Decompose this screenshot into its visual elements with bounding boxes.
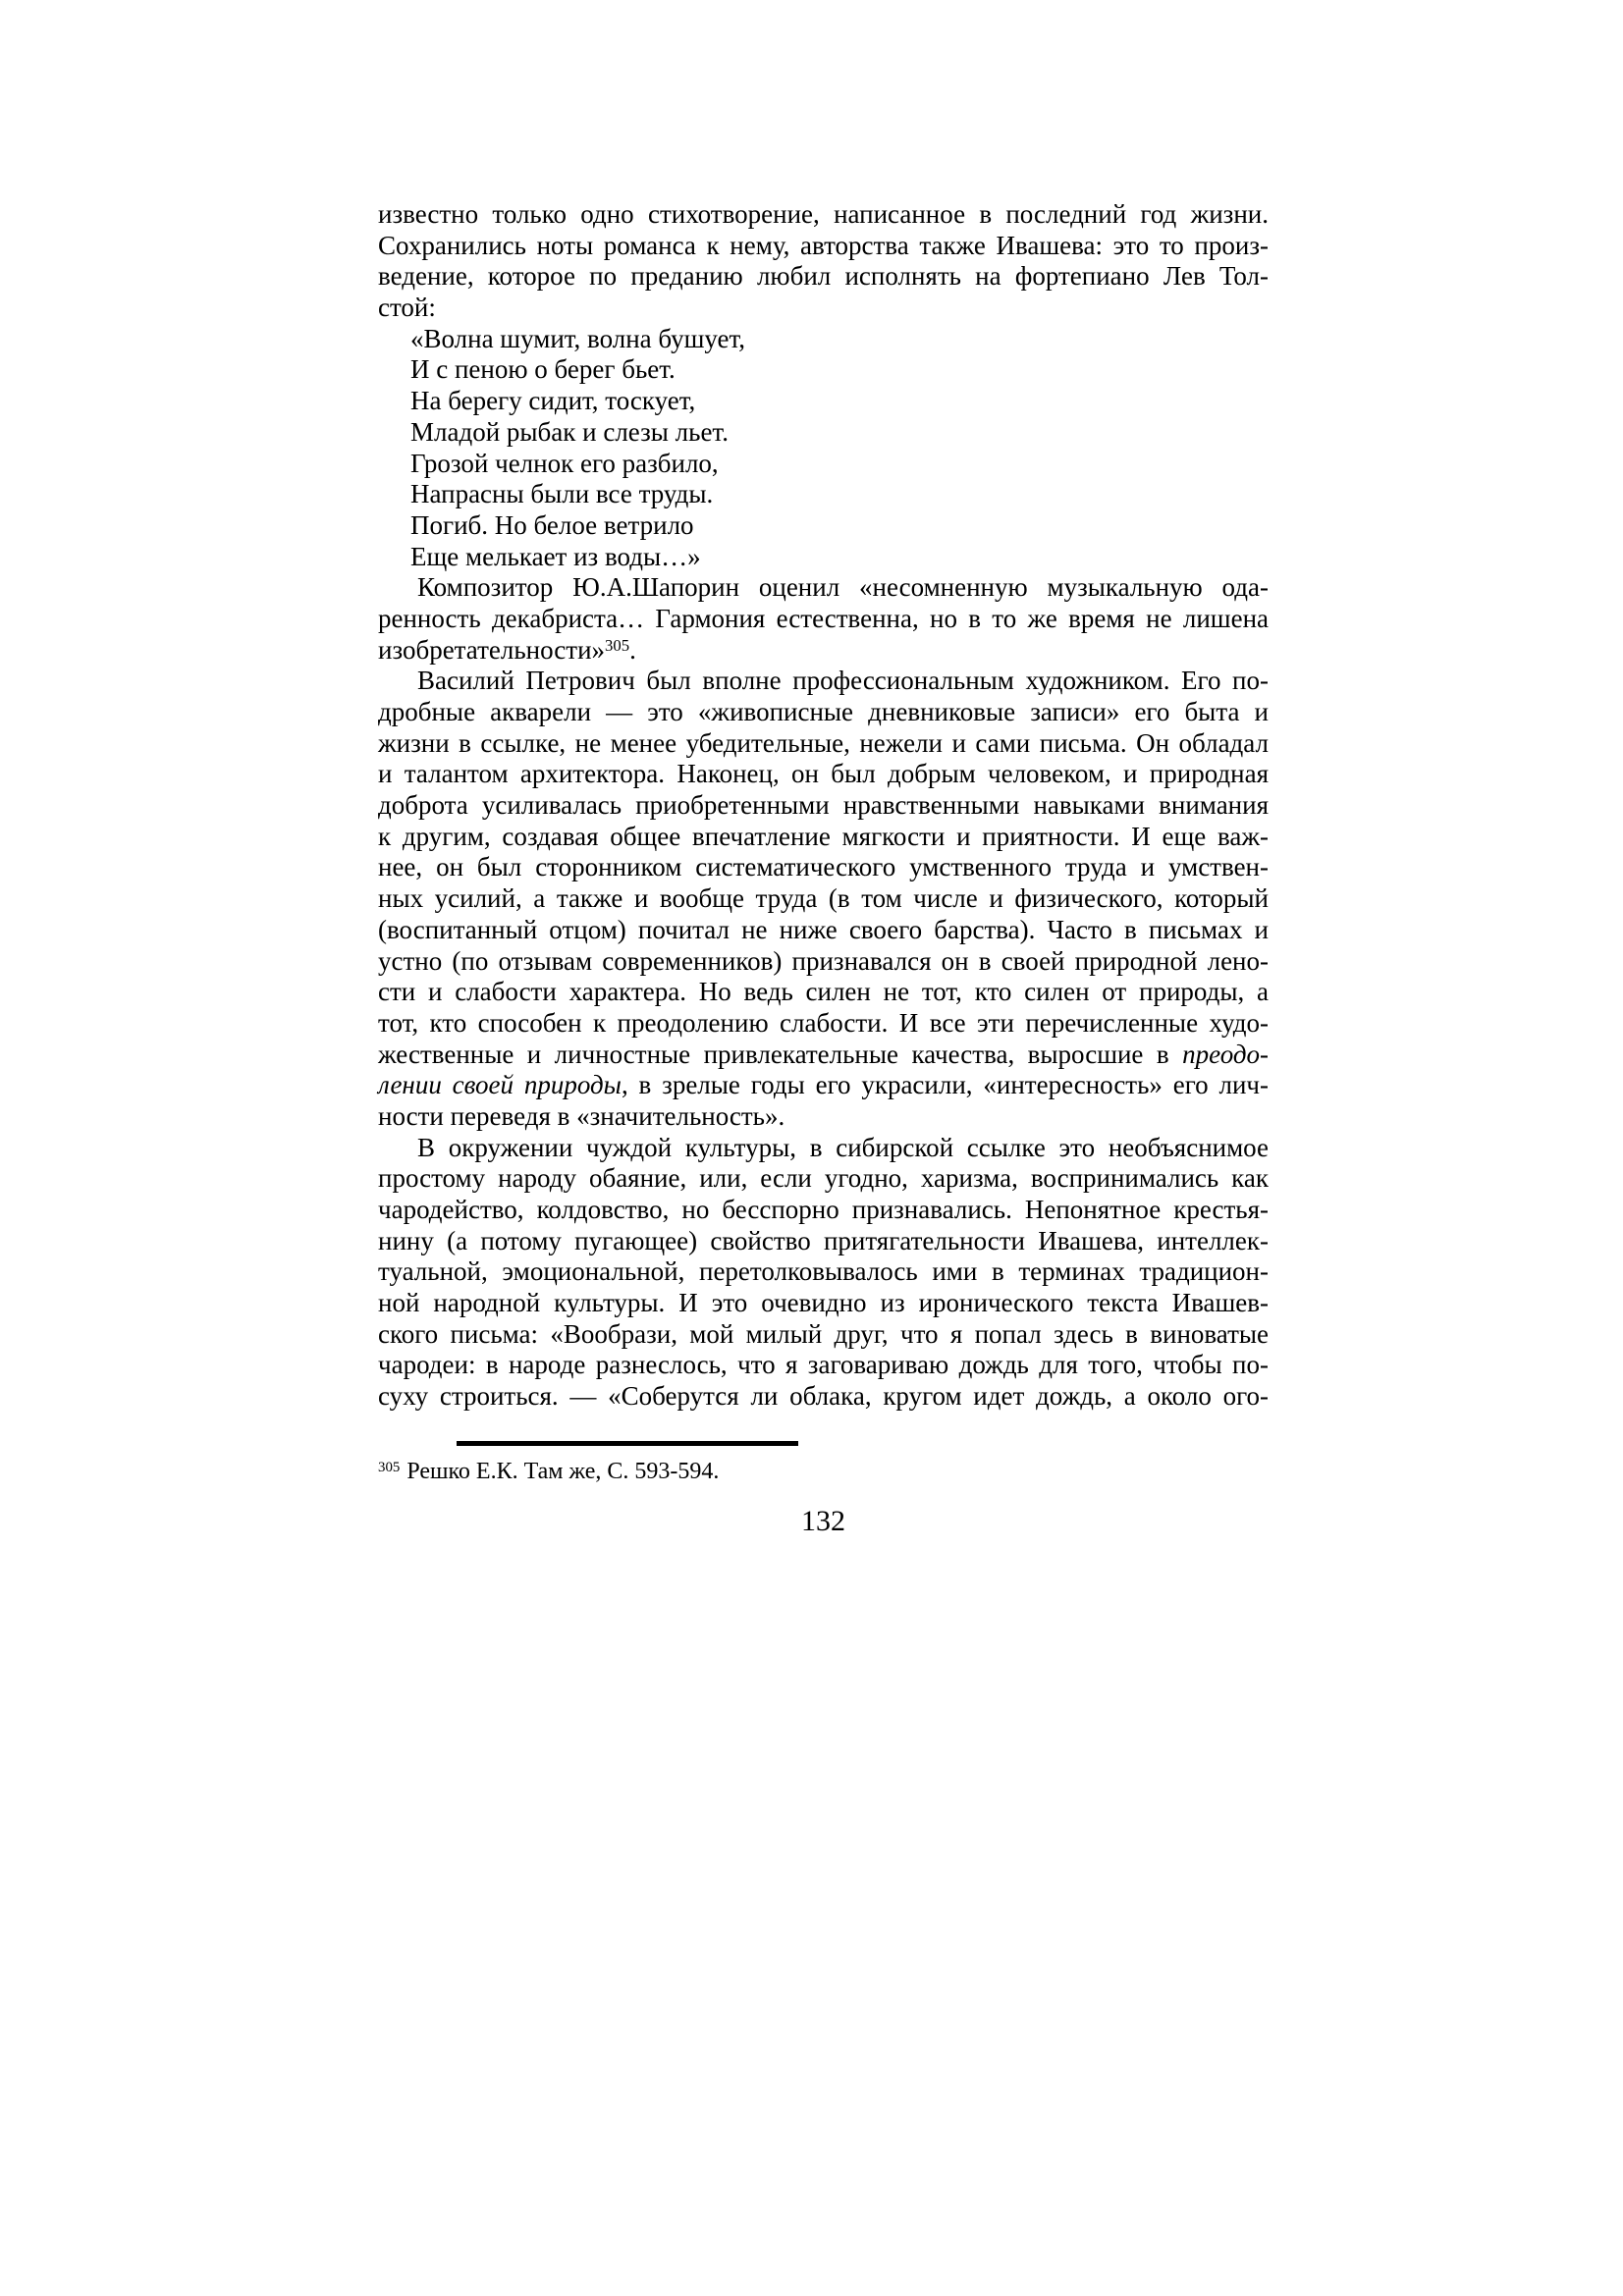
text-line: доброта усиливалась приобретенными нравственными навыками внимания	[378, 790, 1269, 821]
text-line: «Волна шумит, волна бушует,	[410, 323, 746, 353]
text-line: и талантом архитектора. Наконец, он был добрым человеком, и природная	[378, 759, 1269, 789]
text-line: суху строиться. — «Соберутся ли облака, кругом идет дождь, а около ого-	[378, 1381, 1269, 1412]
text-line: чародеи: в народе разнеслось, что я заговариваю дождь для того, чтобы по-	[378, 1350, 1269, 1380]
text-line: В окружении чуждой культуры, в сибирской ссылке это необъяснимое	[417, 1132, 1269, 1162]
text-line: тот, кто способен к преодолению слабости. И все эти перечисленные худо-	[378, 1007, 1269, 1038]
text-line: (воспитанный отцом) почитал не ниже своего барства). Часто в письмах и	[378, 914, 1269, 944]
text-line: сти и слабости характера. Но ведь силен не тот, кто силен от природы, а	[378, 977, 1269, 1007]
text-block	[378, 199, 1269, 1413]
text-line: нину (а потому пугающее) свойство притягательности Ивашева, интеллек-	[378, 1225, 1269, 1255]
footnote-text: Решко Е.К. Там же, С. 593-594.	[406, 1459, 720, 1484]
text-line: известно только одно стихотворение, написанное в последний год жизни.	[378, 199, 1269, 229]
poem-block	[378, 324, 1269, 573]
paragraph	[378, 572, 1269, 666]
paragraph	[378, 1133, 1269, 1413]
text-line: Еще мелькает из воды…»	[410, 541, 701, 571]
text-line: нее, он был сторонником систематического умственного труда и умствен-	[378, 852, 1269, 882]
text-line: ных усилий, а также и вообще труда (в том числе и физического, который	[378, 883, 1269, 914]
text-line: ности переведя в «значительность».	[378, 1100, 785, 1131]
footnote-separator	[457, 1441, 798, 1446]
text-line: жизни в ссылке, не менее убедительные, нежели и сами письма. Он обладал	[378, 727, 1269, 758]
text-line: И с пеною о берег бьет.	[410, 354, 676, 385]
text-line: Василий Петрович был вполне профессиональным художником. Его по-	[417, 666, 1269, 696]
text-line: ведение, которое по преданию любил исполнять на фортепиано Лев Тол-	[378, 261, 1269, 292]
text-line: устно (по отзывам современников) признавался он в своей природной лено-	[378, 945, 1269, 976]
text-line: Напрасны были все труды.	[410, 479, 714, 509]
text-line: ной народной культуры. И это очевидно из иронического текста Ивашев-	[378, 1288, 1269, 1318]
text-line: изобретательности»$^{305}$.	[378, 634, 636, 665]
text-line: к другим, создавая общее впечатление мягкости и приятности. И еще важ-	[378, 821, 1269, 851]
page-number: 132	[801, 1505, 845, 1537]
text-line: Композитор Ю.А.Шапорин оценил «несомненную музыкальную ода-	[417, 572, 1269, 603]
text-line: На берегу сидит, тоскует,	[410, 386, 696, 416]
text-line: туальной, эмоциональной, перетолковывалось ими в терминах традицион-	[378, 1256, 1269, 1287]
paragraph	[378, 199, 1269, 324]
text-line: дробные акварели — это «живописные дневниковые записи» его быта и	[378, 697, 1269, 726]
text-line: стой:	[378, 293, 436, 323]
text-line: Сохранились ноты романса к нему, авторства также Ивашева: это то произ-	[378, 230, 1269, 260]
paragraph	[378, 666, 1269, 1132]
text-line: жественные и личностные привлекательные качества, выросшие в преодо-	[378, 1039, 1269, 1069]
text-line: Погиб. Но белое ветрило	[410, 509, 694, 540]
text-line: Грозой челнок его разбило,	[410, 448, 719, 478]
footnote	[378, 1457, 1269, 1489]
text-line: ренность декабриста… Гармония естественна, но в то же время не лишена	[378, 603, 1269, 633]
footnote-marker: 305	[378, 1460, 401, 1476]
text-line: чародейство, колдовство, но бесспорно признавались. Непонятное крестья-	[378, 1195, 1269, 1224]
text-line: простому народу обаяние, или, если угодно, харизма, воспринимались как	[378, 1163, 1269, 1194]
text-line: Младой рыбак и слезы льет.	[410, 416, 729, 447]
text-line: ского письма: «Вообрази, мой милый друг, что я попал здесь в виноватые	[378, 1318, 1269, 1349]
text-line: лении своей природы, в зрелые годы его украсили, «интересность» его лич-	[378, 1070, 1270, 1100]
